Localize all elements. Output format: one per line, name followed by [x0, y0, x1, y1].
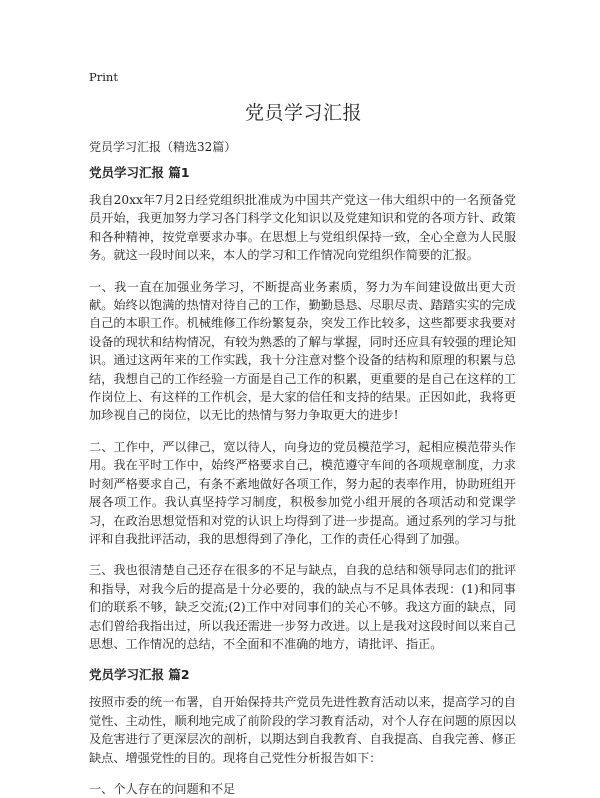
section-heading-2: 党员学习汇报 篇2 — [89, 667, 190, 683]
document-title: 党员学习汇报 — [244, 102, 362, 124]
section-heading-1: 党员学习汇报 篇1 — [89, 165, 190, 180]
section-1-paragraph-3: 二、工作中，严以律己，宽以待人，向身边的党员模范学习，起相应模范带头作用。我在平时工作中，始终严格要求自己，模范遵守车间的各项规章制度，力求时刻严格要求自己，有条不紊地做好各项工作，努力起的表率作用，协助班组开展各项工作。我认真坚持学习制度，积极参加党小组开展的各项活动和党课学习，在政治思想觉悟和对党的认识上均得到了进一步提高。通过系列的学习与批评和自我批评活动，我的思想得到了净化，工作的责任心得到了加强。 — [89, 439, 516, 546]
section-2-paragraph-1: 按照市委的统一布署，自开始保持共产党员先进性教育活动以来，提高学习的自觉性、主动性，顺利地完成了前阶段的学习教育活动，对个人存在问题的原因以及危害进行了更深层次的剖析，以期达到自我教育、自我提高、自我完善、修正缺点、增强党性的目的。现将自己党性分析报告如下： — [89, 695, 516, 765]
section-1-paragraph-1: 我自20xx年7月2日经党组织批准成为中国共产党这一伟大组织中的一名预备党员开始，我更加努力学习各门科学文化知识以及党建知识和党的各项方针、政策和各种精神，按党章要求办事。在思想上与党组织保持一致，全心全意为人民服务。就这一段时间以来，本人的学习和工作情况向党组织作简要的汇报。 — [89, 193, 516, 263]
print-link[interactable]: Print — [89, 70, 118, 84]
section-1-paragraph-4: 三、我也很清楚自己还存在很多的不足与缺点，自我的总结和领导同志们的批评和指导，对我今后的提高是十分必要的，我的缺点与不足具体表现：(1)和同事们的联系不够，缺乏交流;(2)工作中对同事们的关心不够。我这方面的缺点，同志们曾给我指出过，所以我还需进一步努力改进。以上是我对这段时间以来自己思想、工作情况的总结，不全面和不准确的地方，请批评、指正。 — [89, 563, 516, 651]
section-1-paragraph-2: 一、我一直在加强业务学习，不断提高业务素质，努力为车间建设做出更大贡献。始终以饱满的热情对待自己的工作，勤勤恳恳、尽职尽责、踏踏实实的完成自己的本职工作。机械维修工作纷繁复杂，突发工作比较多，这些都要求我要对设备的现状和结构情况，有较为熟悉的了解与掌握，同时还应具有较强的理论知识。通过这两年来的工作实践，我十分注意对整个设备的结构和原理的积累与总结，我想自己的工作经验一方面是自己工作的积累，更重要的是自己在这样的工作岗位上、有这样的工作机会，是大家的信任和支持的结果。正因如此，我将更加珍视自己的岗位，以无比的热情与努力争取更大的进步! — [89, 279, 516, 423]
section-2-paragraph-2: 一、个人存在的问题和不足 — [89, 781, 236, 796]
document-subtitle: 党员学习汇报（精选32篇） — [89, 140, 237, 154]
